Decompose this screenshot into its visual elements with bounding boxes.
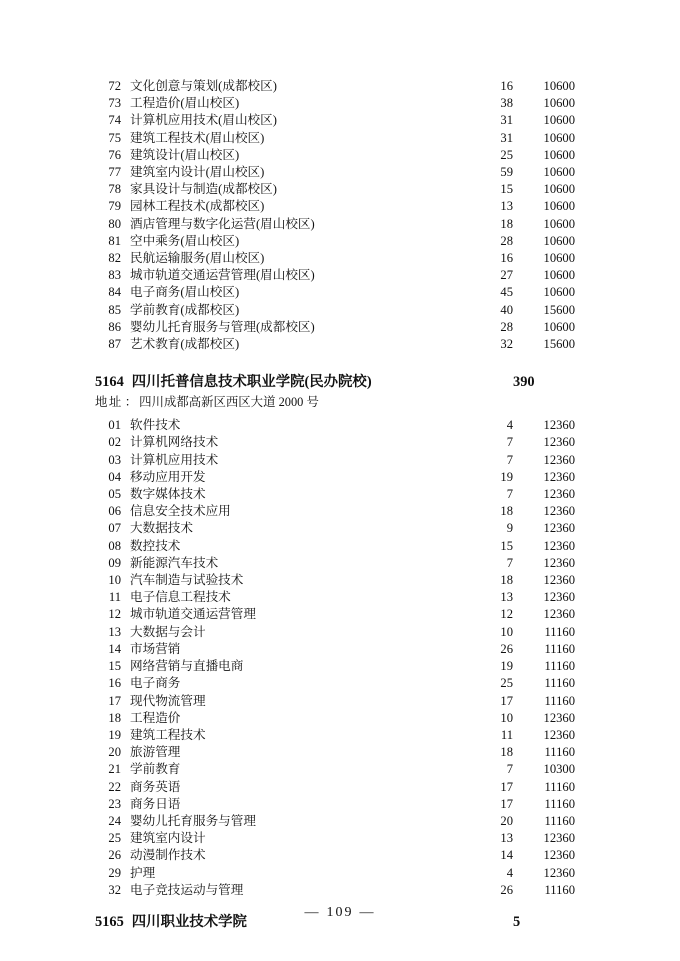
row-major-name: 网络营销与直播电商 xyxy=(130,659,244,674)
footer-dash-right: — xyxy=(359,905,376,920)
table-row xyxy=(95,641,575,658)
row-major-name: 移动应用开发 xyxy=(130,469,206,484)
row-tuition-fee: 10600 xyxy=(543,233,575,248)
row-tuition-fee: 12360 xyxy=(543,487,575,502)
row-index: 17 xyxy=(108,693,121,708)
row-index: 08 xyxy=(108,538,121,553)
row-index: 22 xyxy=(108,779,121,794)
row-index: 04 xyxy=(108,469,121,484)
row-major-name: 学前教育(成都校区) xyxy=(130,302,240,317)
row-major-name: 汽车制造与试验技术 xyxy=(130,573,244,588)
row-tuition-fee: 10600 xyxy=(543,147,575,162)
row-index: 19 xyxy=(108,727,121,742)
table-row xyxy=(95,572,575,589)
row-tuition-fee: 12360 xyxy=(543,607,575,622)
table-row xyxy=(95,486,575,503)
table-row xyxy=(95,434,575,451)
row-major-name: 学前教育 xyxy=(130,762,181,777)
row-index: 11 xyxy=(108,590,121,605)
row-plan-count: 18 xyxy=(500,216,513,231)
row-tuition-fee: 12360 xyxy=(543,435,575,450)
row-plan-count: 17 xyxy=(500,796,513,811)
row-tuition-fee: 11160 xyxy=(544,676,575,691)
row-plan-count: 17 xyxy=(500,693,513,708)
row-index: 02 xyxy=(108,435,121,450)
row-index: 15 xyxy=(108,659,121,674)
row-tuition-fee: 12360 xyxy=(543,831,575,846)
row-major-name: 大数据与会计 xyxy=(130,624,206,639)
row-plan-count: 7 xyxy=(506,452,513,467)
row-major-name: 计算机应用技术 xyxy=(130,452,219,467)
table-row xyxy=(95,302,575,319)
row-plan-count: 32 xyxy=(500,337,513,352)
table-row xyxy=(95,147,575,164)
row-tuition-fee: 11160 xyxy=(544,796,575,811)
table-row xyxy=(95,284,575,301)
table-row xyxy=(95,624,575,641)
row-plan-count: 4 xyxy=(506,865,513,880)
address-separator: ： xyxy=(124,395,138,410)
row-major-name: 城市轨道交通运营管理(眉山校区) xyxy=(130,268,315,283)
row-tuition-fee: 11160 xyxy=(544,659,575,674)
row-plan-count: 26 xyxy=(500,882,513,897)
school-name: 四川职业技术学院 xyxy=(131,913,247,930)
table-row xyxy=(95,417,575,434)
table-row xyxy=(95,658,575,675)
row-index: 85 xyxy=(108,302,121,317)
row-tuition-fee: 10600 xyxy=(543,285,575,300)
table-row xyxy=(95,336,575,353)
row-index: 29 xyxy=(108,865,121,880)
row-plan-count: 11 xyxy=(500,727,513,742)
row-plan-count: 7 xyxy=(506,762,513,777)
row-index: 16 xyxy=(108,676,121,691)
row-index: 26 xyxy=(108,848,121,863)
row-tuition-fee: 11160 xyxy=(544,624,575,639)
row-tuition-fee: 12360 xyxy=(543,555,575,570)
row-tuition-fee: 10600 xyxy=(543,182,575,197)
row-major-name: 园林工程技术(成都校区) xyxy=(130,199,265,214)
row-plan-count: 4 xyxy=(506,418,513,433)
table-row xyxy=(95,181,575,198)
row-major-name: 市场营销 xyxy=(130,641,181,656)
row-tuition-fee: 10600 xyxy=(543,251,575,266)
row-plan-count: 38 xyxy=(500,96,513,111)
row-major-name: 数控技术 xyxy=(130,538,181,553)
row-tuition-fee: 12360 xyxy=(543,452,575,467)
table-row xyxy=(95,520,575,537)
row-major-name: 电子商务 xyxy=(130,676,181,691)
row-plan-count: 18 xyxy=(500,504,513,519)
row-major-name: 现代物流管理 xyxy=(130,693,206,708)
school-header xyxy=(95,372,575,392)
table-row xyxy=(95,538,575,555)
row-major-name: 电子信息工程技术 xyxy=(130,590,231,605)
row-plan-count: 18 xyxy=(500,745,513,760)
row-plan-count: 31 xyxy=(500,113,513,128)
row-major-name: 婴幼儿托育服务与管理 xyxy=(130,813,256,828)
row-plan-count: 12 xyxy=(500,607,513,622)
table-row xyxy=(95,112,575,129)
row-index: 77 xyxy=(108,165,121,180)
table-row xyxy=(95,710,575,727)
table-row xyxy=(95,95,575,112)
table-row xyxy=(95,319,575,336)
row-plan-count: 10 xyxy=(500,710,513,725)
row-plan-count: 7 xyxy=(506,487,513,502)
row-plan-count: 25 xyxy=(500,676,513,691)
row-tuition-fee: 11160 xyxy=(544,641,575,656)
table-row xyxy=(95,78,575,95)
table-row xyxy=(95,233,575,250)
address-value: 四川成都高新区西区大道 2000 号 xyxy=(139,395,319,410)
row-index: 21 xyxy=(108,762,121,777)
school-address xyxy=(95,393,575,411)
table-row xyxy=(95,813,575,830)
row-plan-count: 13 xyxy=(500,831,513,846)
program-list-school-5164 xyxy=(95,417,575,899)
row-plan-count: 19 xyxy=(500,659,513,674)
row-tuition-fee: 12360 xyxy=(543,573,575,588)
row-plan-count: 45 xyxy=(500,285,513,300)
row-major-name: 建筑工程技术(眉山校区) xyxy=(130,130,265,145)
row-plan-count: 15 xyxy=(500,538,513,553)
row-index: 82 xyxy=(108,251,121,266)
row-tuition-fee: 15600 xyxy=(543,337,575,352)
row-tuition-fee: 11160 xyxy=(544,745,575,760)
row-index: 13 xyxy=(108,624,121,639)
row-index: 72 xyxy=(108,79,121,93)
table-row xyxy=(95,216,575,233)
row-tuition-fee: 10600 xyxy=(543,199,575,214)
row-major-name: 信息安全技术应用 xyxy=(130,504,231,519)
row-index: 86 xyxy=(108,319,121,334)
row-major-name: 护理 xyxy=(130,865,156,880)
page-footer xyxy=(0,905,680,921)
row-plan-count: 59 xyxy=(500,165,513,180)
row-major-name: 计算机网络技术 xyxy=(130,435,219,450)
row-plan-count: 28 xyxy=(500,319,513,334)
row-tuition-fee: 12360 xyxy=(543,848,575,863)
row-index: 75 xyxy=(108,130,121,145)
program-list-continued xyxy=(95,78,575,353)
row-index: 20 xyxy=(108,745,121,760)
row-major-name: 建筑工程技术 xyxy=(130,727,206,742)
row-tuition-fee: 12360 xyxy=(543,590,575,605)
row-major-name: 城市轨道交通运营管理 xyxy=(130,607,256,622)
table-row xyxy=(95,761,575,778)
row-index: 06 xyxy=(108,504,121,519)
row-tuition-fee: 10300 xyxy=(543,762,575,777)
table-row xyxy=(95,555,575,572)
table-row xyxy=(95,589,575,606)
row-plan-count: 20 xyxy=(500,813,513,828)
row-index: 80 xyxy=(108,216,121,231)
row-plan-count: 40 xyxy=(500,302,513,317)
row-major-name: 建筑室内设计(眉山校区) xyxy=(130,165,265,180)
row-major-name: 计算机应用技术(眉山校区) xyxy=(130,113,277,128)
school-code: 5164 xyxy=(95,374,124,391)
row-tuition-fee: 10600 xyxy=(543,79,575,93)
row-plan-count: 25 xyxy=(500,147,513,162)
row-tuition-fee: 12360 xyxy=(543,504,575,519)
school-total-plan: 390 xyxy=(513,374,535,391)
row-plan-count: 7 xyxy=(506,555,513,570)
row-index: 79 xyxy=(108,199,121,214)
row-tuition-fee: 12360 xyxy=(543,865,575,880)
row-major-name: 家具设计与制造(成都校区) xyxy=(130,182,277,197)
row-major-name: 新能源汽车技术 xyxy=(130,555,219,570)
row-major-name: 软件技术 xyxy=(130,418,181,433)
row-major-name: 建筑设计(眉山校区) xyxy=(130,147,240,162)
row-major-name: 电子商务(眉山校区) xyxy=(130,285,240,300)
table-row xyxy=(95,693,575,710)
table-row xyxy=(95,452,575,469)
school-name: 四川托普信息技术职业学院(民办院校) xyxy=(131,374,372,391)
row-plan-count: 28 xyxy=(500,233,513,248)
row-plan-count: 15 xyxy=(500,182,513,197)
row-plan-count: 14 xyxy=(500,848,513,863)
table-row xyxy=(95,727,575,744)
row-tuition-fee: 10600 xyxy=(543,96,575,111)
address-label: 地址 xyxy=(95,395,123,410)
row-plan-count: 9 xyxy=(506,521,513,536)
row-plan-count: 7 xyxy=(506,435,513,450)
row-tuition-fee: 10600 xyxy=(543,268,575,283)
row-tuition-fee: 10600 xyxy=(543,165,575,180)
row-plan-count: 10 xyxy=(500,624,513,639)
row-plan-count: 16 xyxy=(500,251,513,266)
row-plan-count: 16 xyxy=(500,79,513,93)
row-tuition-fee: 12360 xyxy=(543,710,575,725)
row-index: 32 xyxy=(108,882,121,897)
row-major-name: 工程造价 xyxy=(130,710,181,725)
row-major-name: 酒店管理与数字化运营(眉山校区) xyxy=(130,216,315,231)
row-tuition-fee: 12360 xyxy=(543,418,575,433)
row-tuition-fee: 12360 xyxy=(543,727,575,742)
row-index: 23 xyxy=(108,796,121,811)
table-row xyxy=(95,847,575,864)
table-row xyxy=(95,250,575,267)
row-major-name: 婴幼儿托育服务与管理(成都校区) xyxy=(130,319,315,334)
row-plan-count: 27 xyxy=(500,268,513,283)
row-tuition-fee: 11160 xyxy=(544,779,575,794)
row-plan-count: 19 xyxy=(500,469,513,484)
table-row xyxy=(95,606,575,623)
row-major-name: 空中乘务(眉山校区) xyxy=(130,233,240,248)
row-plan-count: 26 xyxy=(500,641,513,656)
row-tuition-fee: 10600 xyxy=(543,130,575,145)
row-tuition-fee: 12360 xyxy=(543,521,575,536)
table-row xyxy=(95,198,575,215)
row-index: 10 xyxy=(108,573,121,588)
row-major-name: 商务英语 xyxy=(130,779,181,794)
row-index: 25 xyxy=(108,831,121,846)
row-index: 07 xyxy=(108,521,121,536)
row-index: 03 xyxy=(108,452,121,467)
school-total-plan: 5 xyxy=(513,913,521,930)
row-major-name: 旅游管理 xyxy=(130,745,181,760)
row-plan-count: 17 xyxy=(500,779,513,794)
table-row xyxy=(95,779,575,796)
row-major-name: 动漫制作技术 xyxy=(130,848,206,863)
footer-dash-left: — xyxy=(304,905,321,920)
row-index: 83 xyxy=(108,268,121,283)
table-row xyxy=(95,882,575,899)
row-index: 73 xyxy=(108,96,121,111)
table-row xyxy=(95,865,575,882)
table-row xyxy=(95,503,575,520)
page-number: 109 xyxy=(326,905,354,920)
row-index: 18 xyxy=(108,710,121,725)
row-plan-count: 18 xyxy=(500,573,513,588)
row-major-name: 民航运输服务(眉山校区) xyxy=(130,251,265,266)
row-tuition-fee: 15600 xyxy=(543,302,575,317)
table-row xyxy=(95,796,575,813)
row-index: 05 xyxy=(108,487,121,502)
row-major-name: 电子竞技运动与管理 xyxy=(130,882,244,897)
row-plan-count: 13 xyxy=(500,590,513,605)
row-major-name: 建筑室内设计 xyxy=(130,831,206,846)
table-row xyxy=(95,130,575,147)
school-code: 5165 xyxy=(95,913,124,930)
row-index: 84 xyxy=(108,285,121,300)
table-row xyxy=(95,675,575,692)
row-tuition-fee: 10600 xyxy=(543,319,575,334)
row-tuition-fee: 12360 xyxy=(543,538,575,553)
row-tuition-fee: 10600 xyxy=(543,113,575,128)
row-index: 74 xyxy=(108,113,121,128)
row-major-name: 商务日语 xyxy=(130,796,181,811)
row-index: 01 xyxy=(108,418,121,433)
table-row xyxy=(95,830,575,847)
row-tuition-fee: 11160 xyxy=(544,693,575,708)
row-tuition-fee: 12360 xyxy=(543,469,575,484)
page-content xyxy=(95,78,575,932)
section-spacer xyxy=(95,353,575,372)
row-index: 76 xyxy=(108,147,121,162)
row-tuition-fee: 10600 xyxy=(543,216,575,231)
row-tuition-fee: 11160 xyxy=(544,813,575,828)
row-index: 24 xyxy=(108,813,121,828)
row-major-name: 数字媒体技术 xyxy=(130,487,206,502)
row-index: 14 xyxy=(108,641,121,656)
table-row xyxy=(95,164,575,181)
table-row xyxy=(95,469,575,486)
row-index: 78 xyxy=(108,182,121,197)
row-tuition-fee: 11160 xyxy=(544,882,575,897)
row-index: 09 xyxy=(108,555,121,570)
row-major-name: 大数据技术 xyxy=(130,521,193,536)
row-major-name: 艺术教育(成都校区) xyxy=(130,337,240,352)
row-major-name: 文化创意与策划(成都校区) xyxy=(130,79,277,93)
table-row xyxy=(95,267,575,284)
row-index: 12 xyxy=(108,607,121,622)
table-row xyxy=(95,744,575,761)
row-plan-count: 13 xyxy=(500,199,513,214)
row-index: 81 xyxy=(108,233,121,248)
row-index: 87 xyxy=(108,337,121,352)
row-plan-count: 31 xyxy=(500,130,513,145)
row-major-name: 工程造价(眉山校区) xyxy=(130,96,240,111)
